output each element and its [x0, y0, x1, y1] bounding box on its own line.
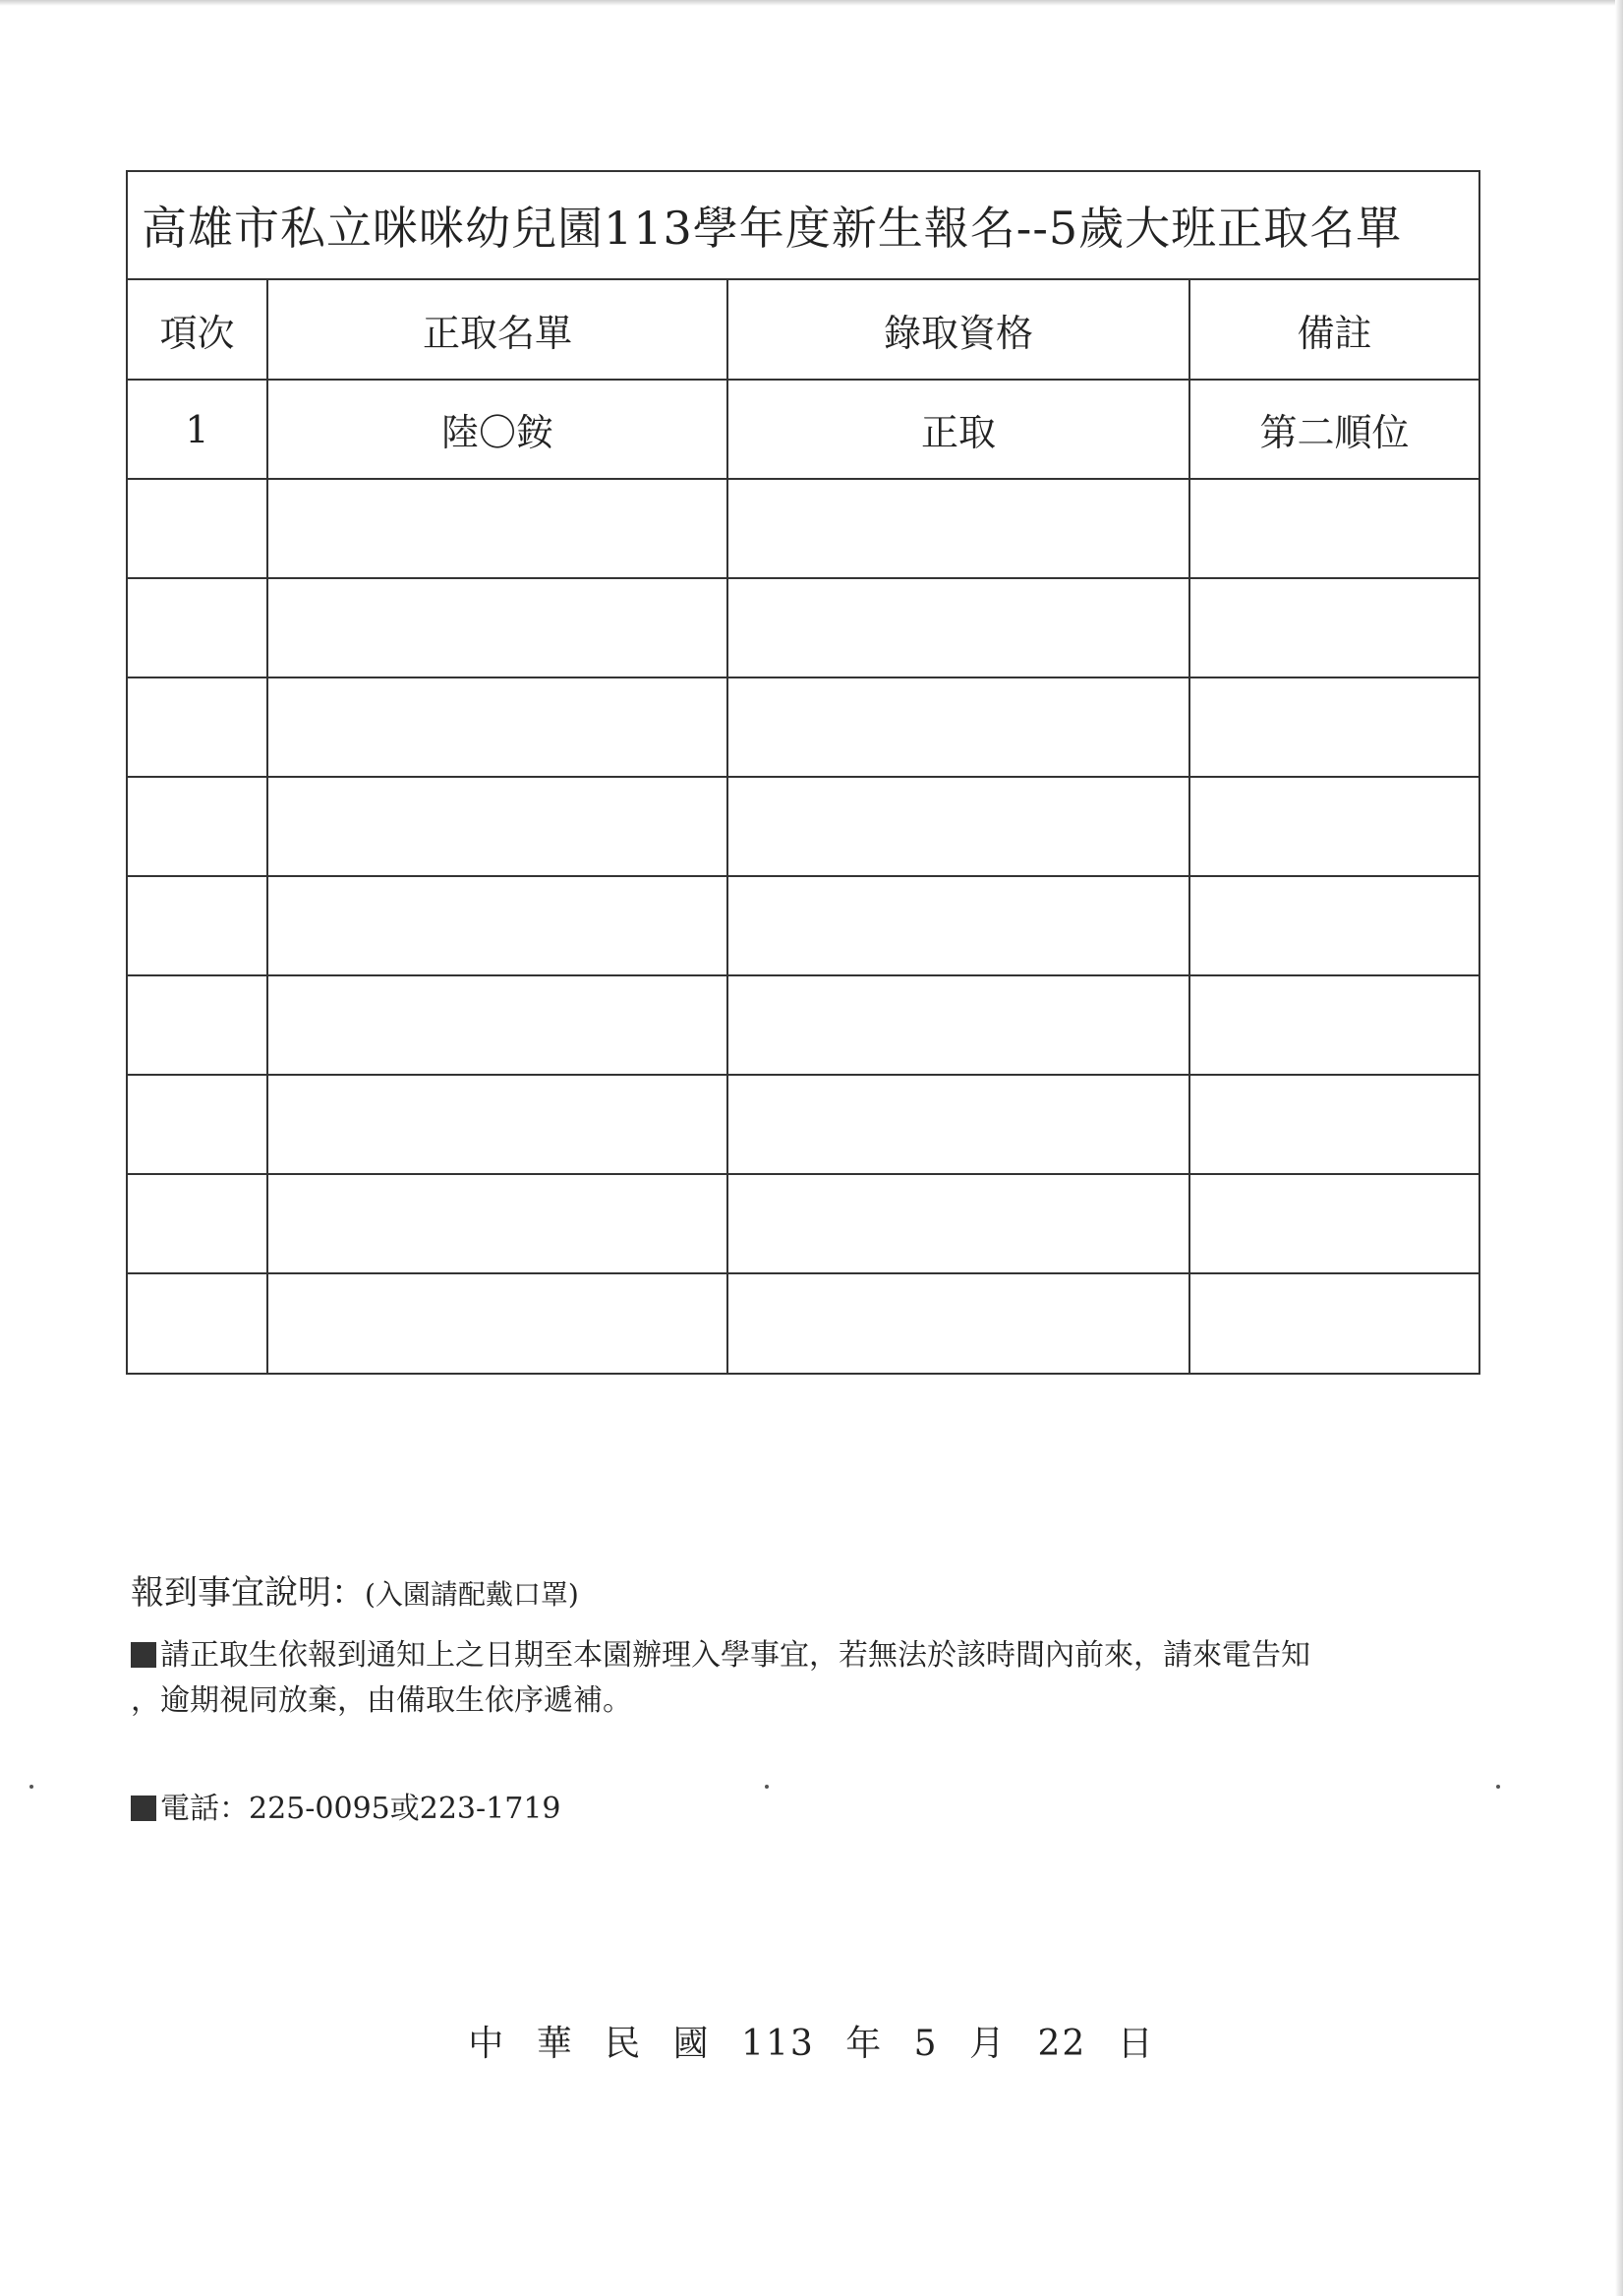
cell-qualification: [727, 578, 1189, 677]
cell-name: 陸〇銨: [267, 380, 727, 479]
square-bullet-icon: [131, 1642, 156, 1668]
cell-name: [267, 677, 727, 777]
cell-name: [267, 479, 727, 578]
notes-heading: [131, 1565, 1487, 1614]
table-row: [128, 1075, 1478, 1174]
cell-index: [128, 677, 267, 777]
cell-remarks: [1189, 1273, 1478, 1373]
square-bullet-icon: [131, 1796, 156, 1821]
registration-notes: [131, 1565, 1487, 1832]
note-item-1-line-1: 請正取生依報到通知上之日期至本園辦理入學事宜，若無法於該時間內前來，請來電告知: [160, 1638, 1310, 1673]
cell-qualification: [727, 876, 1189, 975]
cell-name: [267, 777, 727, 876]
cell-remarks: [1189, 578, 1478, 677]
cell-qualification: [727, 777, 1189, 876]
table-row: [128, 1174, 1478, 1273]
table-header-row: [128, 280, 1478, 380]
cell-qualification: [727, 1273, 1189, 1373]
header-remarks: 備註: [1189, 280, 1478, 380]
table-title: 高雄市私立咪咪幼兒園113學年度新生報名--5歲大班正取名單: [128, 172, 1478, 280]
cell-index: [128, 975, 267, 1075]
cell-index: [128, 777, 267, 876]
cell-qualification: [727, 479, 1189, 578]
table-row: [128, 380, 1478, 479]
cell-index: [128, 1273, 267, 1373]
table-row: [128, 479, 1478, 578]
note-item-1: [131, 1633, 1487, 1678]
note-item-1-continued: [131, 1678, 1487, 1724]
phone-text: 電話：225-0095或223-1719: [160, 1792, 561, 1826]
cell-index: [128, 479, 267, 578]
table-row: [128, 677, 1478, 777]
phone-note: [131, 1787, 1487, 1832]
cell-index: [128, 1174, 267, 1273]
header-qualification: 錄取資格: [727, 280, 1189, 380]
admission-table-grid: [128, 280, 1478, 1373]
note-item-1-line-2: ，逾期視同放棄，由備取生依序遞補。: [131, 1683, 632, 1718]
cell-remarks: [1189, 777, 1478, 876]
cell-index: [128, 578, 267, 677]
table-row: [128, 578, 1478, 677]
table-row: [128, 876, 1478, 975]
cell-name: [267, 1273, 727, 1373]
cell-name: [267, 1174, 727, 1273]
cell-name: [267, 578, 727, 677]
cell-qualification: [727, 1075, 1189, 1174]
scan-speck: [29, 1785, 33, 1789]
cell-index: 1: [128, 380, 267, 479]
cell-name: [267, 1075, 727, 1174]
page-edge-top: [0, 0, 1623, 6]
cell-index: [128, 1075, 267, 1174]
admission-list-table: [126, 170, 1480, 1375]
header-index: 項次: [128, 280, 267, 380]
cell-remarks: [1189, 479, 1478, 578]
notes-heading-sub: (入園請配戴口罩): [365, 1578, 579, 1611]
page-edge-right: [1615, 0, 1623, 2296]
cell-index: [128, 876, 267, 975]
cell-remarks: [1189, 975, 1478, 1075]
header-name: 正取名單: [267, 280, 727, 380]
cell-name: [267, 876, 727, 975]
cell-remarks: [1189, 876, 1478, 975]
document-date: 中 華 民 國 113 年 5 月 22 日: [468, 2024, 1155, 2064]
scan-speck: [1496, 1785, 1500, 1789]
cell-remarks: [1189, 1174, 1478, 1273]
cell-remarks: 第二順位: [1189, 380, 1478, 479]
cell-qualification: [727, 975, 1189, 1075]
cell-qualification: [727, 677, 1189, 777]
cell-remarks: [1189, 1075, 1478, 1174]
cell-qualification: [727, 1174, 1189, 1273]
table-row: [128, 975, 1478, 1075]
notes-heading-text: 報到事宜說明：: [131, 1573, 365, 1613]
table-row: [128, 1273, 1478, 1373]
table-row: [128, 777, 1478, 876]
cell-remarks: [1189, 677, 1478, 777]
cell-name: [267, 975, 727, 1075]
cell-qualification: 正取: [727, 380, 1189, 479]
scan-speck: [765, 1785, 769, 1789]
